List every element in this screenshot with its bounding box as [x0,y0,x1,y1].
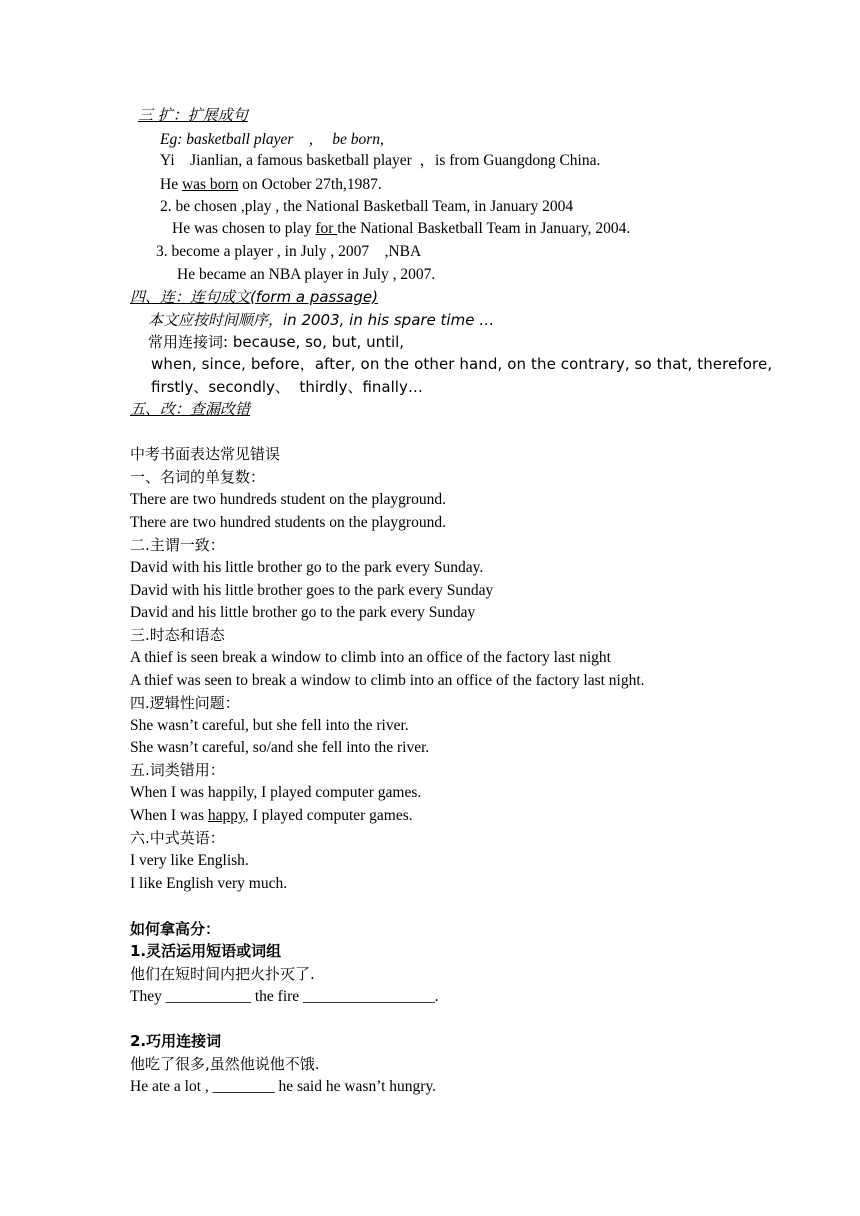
section3-heading: 三 扩：扩展成句 [138,106,248,124]
tips-title: 如何拿高分： [130,920,221,938]
example-sentence-1: Yi Jianlian, a famous basketball player ，is from Guangdong China. [160,152,601,169]
connectors-label: 常用连接词: because, so, but, until, [148,333,405,351]
error-1-wrong: There are two hundreds student on the playground. [130,491,446,508]
tip-1-english: They ___________ the fire _________________. [130,988,439,1005]
sentence-text: He [160,176,182,193]
error-5-wrong: When I was happily, I played computer games. [130,784,422,801]
error-6-title: 六.中式英语： [130,829,225,847]
error-6-right: I like English very much. [130,875,288,892]
error-5-right [130,806,413,826]
tip-1-title: 1.灵活运用短语或词组 [130,942,282,960]
error-5-title: 五.词类错用： [130,761,225,779]
error-3-wrong: A thief is seen break a window to climb into an office of the factory last night [130,649,611,666]
sentence-text: on October 27th,1987. [238,176,382,193]
example-sentence-2 [160,175,382,195]
section5-heading: 五、改：查漏改错 [130,400,251,418]
error-2-wrong: David with his little brother go to the park every Sunday. [130,559,484,576]
underlined-phrase: for [315,220,338,237]
section4-heading: 四、连：连句成文(form a passage) [130,288,378,306]
errors-title: 中考书面表达常见错误 [130,445,281,463]
error-2-title: 二.主谓一致： [130,536,225,554]
sentence-text: He was chosen to play [172,220,316,237]
error-3-right: A thief was seen to break a window to climb into an office of the factory last night. [130,672,645,689]
error-4-wrong: She wasn’t careful, but she fell into the river. [130,717,409,734]
error-3-title: 三.时态和语态 [130,626,225,644]
sentence-text: When I was [130,807,208,824]
underlined-phrase: was born [181,176,239,193]
error-1-title: 一、名词的单复数： [130,468,266,486]
underlined-word: happy [207,807,245,824]
item-2-answer [172,219,630,239]
error-4-title: 四.逻辑性问题： [130,694,240,712]
tip-2-english: He ate a lot , ________ he said he wasn’t hungry. [130,1078,437,1095]
item-3-answer: He became an NBA player in July , 2007. [177,266,436,283]
tip-1-chinese: 他们在短时间内把火扑灭了. [130,965,315,983]
error-1-right: There are two hundred students on the playground. [130,514,446,531]
sentence-text: the National Basketball Team in January, 2004. [337,220,631,237]
error-4-right: She wasn’t careful, so/and she fell into the river. [130,739,430,756]
error-2-right-1: David with his little brother goes to the park every Sunday [130,582,494,599]
connectors-line-3: firstly、secondly、 thirdly、finally… [151,378,423,396]
sentence-text: , I played computer games. [244,807,413,824]
example-prompt: Eg: basketball player , be born, [160,131,384,148]
error-6-wrong: I very like English. [130,852,249,869]
tip-2-chinese: 他吃了很多,虽然他说他不饿. [130,1055,320,1073]
tip-2-title: 2.巧用连接词 [130,1032,222,1050]
error-2-right-2: David and his little brother go to the park every Sunday [130,604,476,621]
connectors-line-2: when, since, before，after, on the other hand, on the contrary, so that, therefore, [151,355,773,373]
item-3-prompt: 3. become a player , in July , 2007 ,NBA [156,243,422,260]
order-note: 本文应按时间顺序，in 2003, in his spare time … [148,311,495,329]
item-2-prompt: 2. be chosen ,play , the National Basketball Team, in January 2004 [160,198,574,215]
